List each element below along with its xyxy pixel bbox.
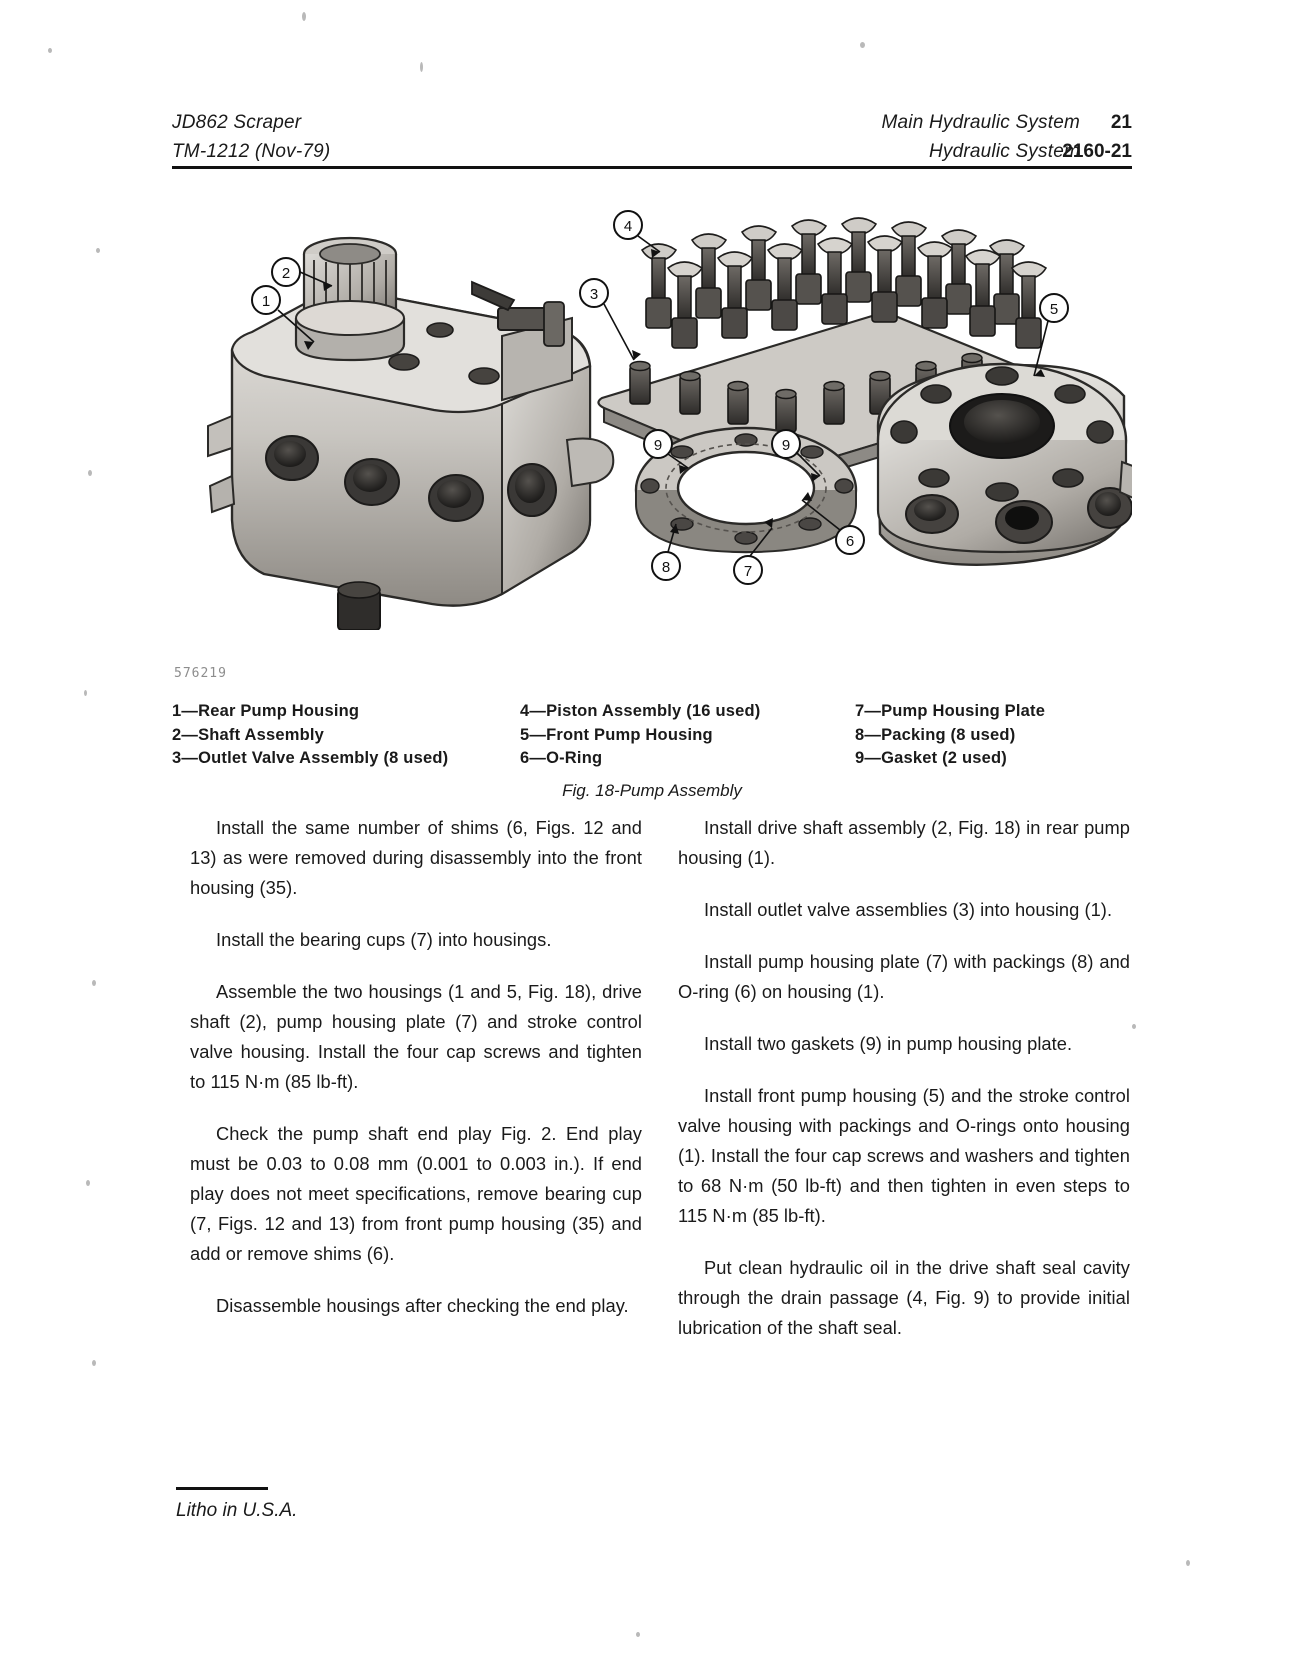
shaft-assembly-part	[296, 238, 404, 360]
callout-5: 5	[1049, 301, 1059, 318]
piston-assembly	[642, 244, 676, 328]
page-number: 21	[1110, 112, 1132, 133]
paragraph: Put clean hydraulic oil in the drive shaft seal cavity through the drain passage (4, Fig. 9) to provide initial lubrication of the shaft seal.	[678, 1257, 1130, 1338]
scan-speck	[1186, 1560, 1190, 1566]
legend-item: 7—Pump Housing Plate	[855, 702, 1046, 720]
legend-item: 9—Gasket (2 used)	[855, 749, 1007, 767]
paragraph: Install drive shaft assembly (2, Fig. 18) in rear pump housing (1).	[678, 817, 1130, 868]
subsection-title: Hydraulic System	[928, 141, 1080, 162]
scan-speck	[636, 1632, 640, 1637]
legend-item: 3—Outlet Valve Assembly (8 used)	[172, 749, 449, 767]
scan-speck	[96, 248, 100, 253]
scan-speck	[420, 62, 423, 72]
callout-4: 4	[623, 218, 633, 235]
paragraph: Install pump housing plate (7) with packings (8) and O-ring (6) on housing (1).	[678, 951, 1130, 1002]
parts-legend-column-2	[520, 700, 855, 771]
legend-item: 1—Rear Pump Housing	[172, 702, 360, 720]
header-page-numbers	[1062, 108, 1132, 166]
front-pump-housing-part	[878, 364, 1132, 565]
section-page-number: 2160-21	[1062, 141, 1132, 162]
figure-caption: Fig. 18-Pump Assembly	[562, 781, 742, 800]
header-left-block	[172, 108, 330, 166]
body-column-left	[190, 813, 642, 1365]
scan-speck	[1132, 1024, 1136, 1029]
footer-rule	[176, 1487, 268, 1490]
document-number: TM-1212 (Nov-79)	[172, 141, 331, 162]
callout-7: 7	[743, 563, 753, 580]
callout-3: 3	[589, 286, 599, 303]
paragraph: Install the bearing cups (7) into housings.	[216, 929, 552, 950]
paragraph: Install outlet valve assemblies (3) into housing (1).	[704, 899, 1113, 920]
scan-speck	[86, 1180, 90, 1186]
header-right-block	[882, 108, 1080, 166]
page-header	[172, 108, 1132, 168]
parts-legend	[172, 700, 1152, 771]
scan-speck	[88, 470, 92, 476]
paragraph: Install front pump housing (5) and the stroke control valve housing with packings and O-rings onto housing (1). Install the four cap screws and washers and tighten to 68 N·m (50 lb-ft) and then tighten in even steps to 115 N·m (85 lb-ft).	[678, 1085, 1130, 1226]
scan-speck	[92, 980, 96, 986]
scan-speck	[92, 1360, 96, 1366]
parts-legend-column-3	[855, 700, 1152, 771]
document-title: JD862 Scraper	[172, 112, 302, 133]
legend-item: 6—O-Ring	[520, 749, 603, 767]
scan-speck	[84, 690, 87, 696]
pump-assembly-figure	[172, 190, 1132, 630]
paragraph: Disassemble housings after checking the end play.	[216, 1295, 629, 1316]
paragraph: Install the same number of shims (6, Figs. 12 and 13) as were removed during disassembly into the front housing (35).	[190, 817, 642, 898]
legend-item: 8—Packing (8 used)	[855, 725, 1016, 744]
scan-speck	[860, 42, 865, 48]
paragraph: Assemble the two housings (1 and 5, Fig. 18), drive shaft (2), pump housing plate (7) and stroke control valve housing. Install the four cap screws and tighten to 115 N·m (85 lb-ft).	[190, 981, 642, 1092]
header-rule	[172, 166, 1132, 169]
body-column-right	[678, 813, 1130, 1365]
body-text	[190, 813, 1130, 1365]
footer-litho: Litho in U.S.A.	[176, 1500, 298, 1521]
paragraph: Install two gaskets (9) in pump housing plate.	[704, 1033, 1073, 1054]
callout-9b: 9	[781, 437, 791, 454]
callout-2: 2	[281, 265, 291, 282]
legend-item: 2—Shaft Assembly	[172, 725, 325, 744]
figure-id-code: 576219	[174, 666, 227, 681]
scan-speck	[48, 48, 52, 53]
callout-8: 8	[661, 559, 671, 576]
scan-speck	[302, 12, 306, 21]
pump-assembly-illustration	[172, 190, 1132, 630]
section-title: Main Hydraulic System	[881, 112, 1080, 133]
callout-1: 1	[261, 293, 271, 310]
legend-item: 4—Piston Assembly (16 used)	[520, 702, 761, 720]
parts-legend-column-1	[172, 700, 520, 771]
callout-6: 6	[845, 533, 855, 550]
legend-item: 5—Front Pump Housing	[520, 725, 713, 744]
paragraph: Check the pump shaft end play Fig. 2. End play must be 0.03 to 0.08 mm (0.001 to 0.003 in.). If end play does not meet specifications, remove bearing cup (7, Figs. 12 and 13) from front pump housing (35) and add or remove shims (6).	[190, 1123, 642, 1264]
callout-9a: 9	[653, 437, 663, 454]
